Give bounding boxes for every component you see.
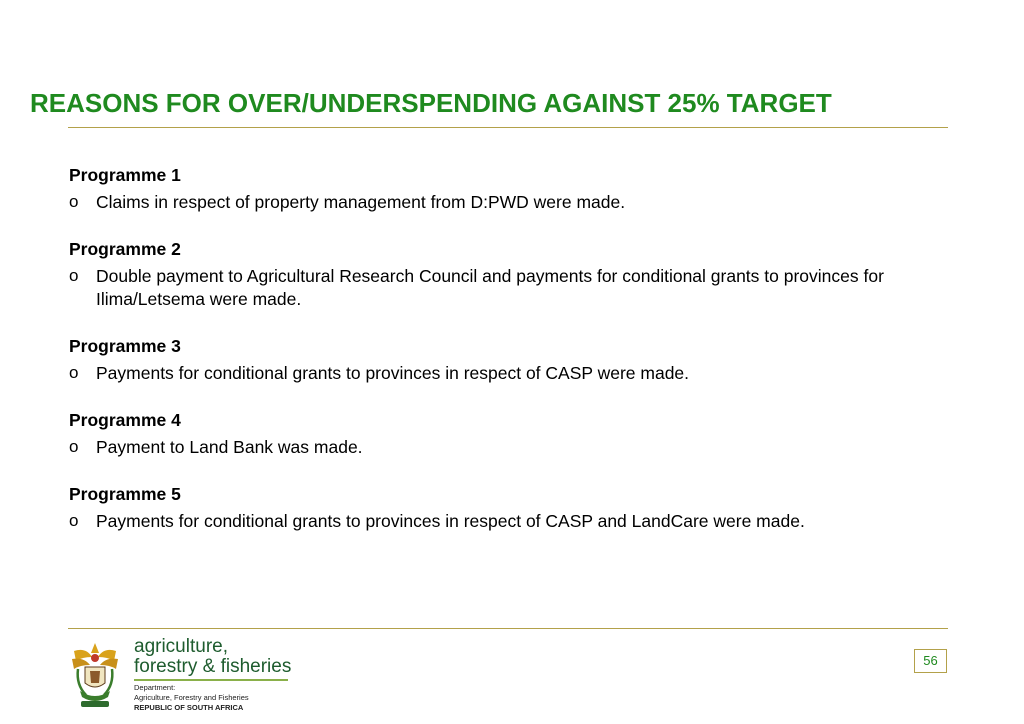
bullet-marker: o: [69, 363, 79, 382]
title-divider: [68, 127, 948, 128]
bullet-marker: o: [69, 192, 79, 211]
bullet-text: Payments for conditional grants to provinces in respect of CASP were made.: [96, 363, 690, 383]
bullet-marker: o: [69, 437, 79, 456]
programme-section: [69, 238, 949, 311]
programme-heading: Programme 1: [69, 165, 181, 185]
bullet-item: [69, 510, 949, 533]
bullet-text: Payment to Land Bank was made.: [96, 437, 363, 457]
bullet-item: [69, 362, 949, 385]
bullet-text: Claims in respect of property management from D:PWD were made.: [96, 192, 626, 212]
logo-text-line2: forestry & fisheries: [134, 656, 292, 677]
programme-section: [69, 335, 949, 385]
coat-of-arms-icon: [68, 639, 122, 711]
programme-heading: Programme 2: [69, 239, 181, 259]
bullet-item: [69, 191, 949, 214]
logo-text-line1: agriculture,: [134, 636, 228, 657]
programme-section: [69, 483, 949, 533]
bullet-item: [69, 436, 949, 459]
programme-section: [69, 409, 949, 459]
programme-heading: Programme 3: [69, 336, 181, 356]
department-name: Agriculture, Forestry and Fisheries: [134, 693, 249, 702]
department-logo: [68, 637, 298, 715]
department-label: Department:: [134, 683, 176, 692]
programme-heading: Programme 5: [69, 484, 181, 504]
programme-list: [69, 164, 949, 557]
slide-title: REASONS FOR OVER/UNDERSPENDING AGAINST 25% TARGET: [30, 88, 832, 118]
bullet-item: [69, 265, 949, 311]
footer-divider: [68, 628, 948, 629]
programme-section: [69, 164, 949, 214]
logo-underline: [134, 679, 288, 681]
bullet-marker: o: [69, 266, 79, 285]
programme-heading: Programme 4: [69, 410, 181, 430]
bullet-text: Double payment to Agricultural Research Council and payments for conditional grants to provinces for Ilima/Letsema were made.: [96, 266, 884, 309]
page-number: 56: [914, 649, 947, 673]
bullet-text: Payments for conditional grants to provinces in respect of CASP and LandCare were made.: [96, 511, 805, 531]
country-name: REPUBLIC OF SOUTH AFRICA: [134, 703, 244, 712]
bullet-marker: o: [69, 511, 79, 530]
